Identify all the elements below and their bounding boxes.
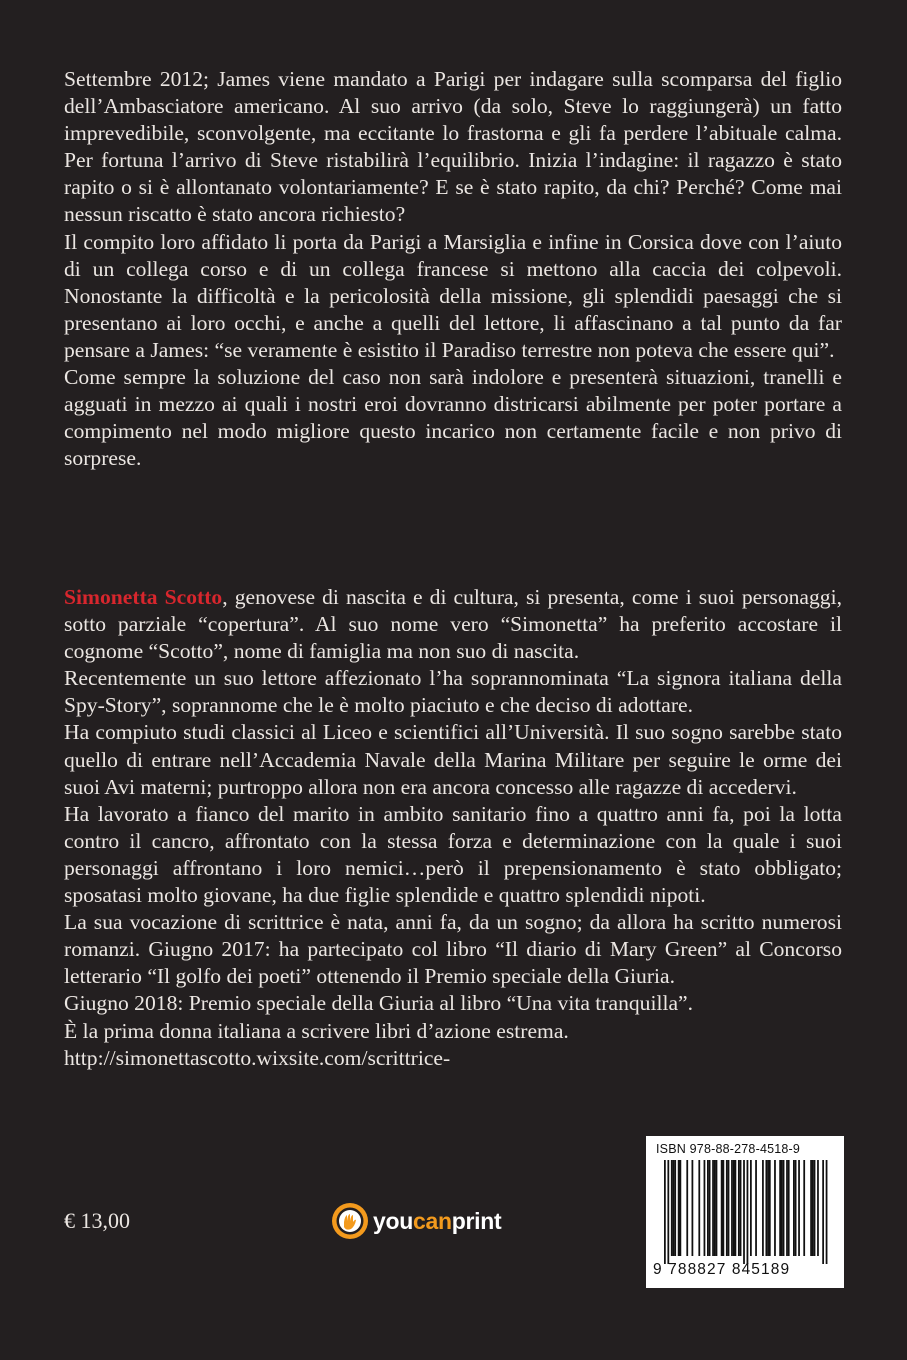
barcode-bar bbox=[712, 1160, 714, 1256]
barcode-bar bbox=[679, 1160, 681, 1256]
barcode-bar bbox=[798, 1160, 800, 1256]
synopsis-paragraph: Come sempre la soluzione del caso non sarà indolore e presenterà situazioni, tranelli e agguati in mezzo ai quali i nostri eroi dovranno districarsi abilmente per poter portare a compimento nel modo migliore questo incarico non certamente facile e non privo di sorprese. bbox=[64, 365, 842, 471]
barcode-bar bbox=[769, 1160, 771, 1256]
barcode-bar bbox=[722, 1160, 724, 1256]
barcode-bar bbox=[762, 1160, 764, 1256]
barcode-bar bbox=[678, 1160, 680, 1256]
barcode-bar bbox=[704, 1160, 706, 1256]
barcode-bar bbox=[755, 1160, 757, 1256]
barcode-bar bbox=[726, 1160, 728, 1256]
barcode-bar bbox=[803, 1160, 805, 1256]
barcode-bar bbox=[698, 1160, 700, 1256]
barcode-bar bbox=[707, 1160, 709, 1256]
publisher-logo bbox=[330, 1198, 501, 1244]
barcode-bar bbox=[814, 1160, 816, 1256]
barcode-bar bbox=[686, 1160, 688, 1256]
barcode-bar bbox=[738, 1160, 740, 1256]
bio-paragraph: Ha lavorato a fianco del marito in ambito sanitario fino a quattro anni fa, poi la lotta contro il cancro, affrontato con la stessa forza e determinazione con la quale i suoi personaggi affrontano i loro nemici…però il prepensionamento è stato obbligato; sposatasi molto giovane, ha due figlie splendide e quattro splendidi nipoti. bbox=[64, 801, 842, 908]
bio-intro-text: , genovese di nascita e di cultura, si presenta, come i suoi personaggi, sotto parziale “copertura”. Al suo nome vero “Simonetta” ha preferito accostare il cognome “Scotto”, nome di famiglia ma non suo di nascita. bbox=[64, 585, 842, 664]
barcode-bar bbox=[721, 1160, 723, 1256]
author-bio bbox=[64, 584, 842, 1072]
bio-intro bbox=[64, 584, 842, 665]
publisher-logo-icon bbox=[330, 1201, 370, 1241]
synopsis-paragraph: Il compito loro affidato li porta da Parigi a Marsiglia e infine in Corsica dove con l’aiuto di un collega corso e di un collega francese si mettono alla caccia dei colpevoli. Nonostante la difficoltà e la pericolosità della missione, gli splendidi paesaggi che si presentano ai loro occhi, e anche a quelli del lettore, li affascinano a tal punto da far pensare a James: “se veramente è esistito il Paradiso terrestre non poteva che essere qui”. bbox=[64, 229, 842, 362]
barcode-guard-bar bbox=[667, 1160, 669, 1264]
barcode-bar bbox=[714, 1160, 716, 1256]
barcode-guard-bar bbox=[822, 1160, 824, 1264]
barcode-bar bbox=[781, 1160, 783, 1256]
barcode-bar bbox=[767, 1160, 769, 1256]
barcode-bar bbox=[716, 1160, 718, 1256]
barcode-guard-bar bbox=[664, 1160, 666, 1264]
bio-paragraph: Recentemente un suo lettore affezionato l’ha soprannominata “La signora italiana della Spy-Story”, soprannome che le è molto piaciuto e che deciso di adottare. bbox=[64, 666, 842, 718]
barcode-bar bbox=[671, 1160, 673, 1256]
bio-paragraph: È la prima donna italiana a scrivere libri d’azione estrema. bbox=[64, 1018, 569, 1043]
publisher-name: youcanprint bbox=[373, 1207, 502, 1234]
author-website-url[interactable]: http://simonettascotto.wixsite.com/scrittrice- bbox=[64, 1045, 451, 1070]
barcode-bar bbox=[709, 1160, 711, 1256]
bio-paragraph: La sua vocazione di scrittrice è nata, anni fa, da un sogno; da allora ha scritto numerosi romanzi. Giugno 2017: ha partecipato col libro “Il diario di Mary Green” al Concorso letterario “Il golfo dei poeti” ottenendo il Premio speciale della Giuria. bbox=[64, 910, 842, 989]
synopsis-paragraph: Settembre 2012; James viene mandato a Parigi per indagare sulla scomparsa del figlio dell’Ambasciatore americano. Al suo arrivo (da solo, Steve lo raggiungerà) un fatto imprevedibile, sconvolgente, ma eccitante lo frastorna e gli fa perdere l’abituale calma. Per fortuna l’arrivo di Steve ristabilirà l’equilibrio. Inizia l’indagine: il ragazzo è stato rapito o si è allontanato volontariamente? E se è stato rapito, da chi? Perché? Come mai nessun riscatto è stato ancora richiesto? bbox=[64, 67, 842, 227]
bio-paragraph: Ha compiuto studi classici al Liceo e scientifici all’Università. Il suo sogno sarebbe stato quello di entrare nell’Accademia Navale della Marina Militare per seguire le orme dei suoi Avi materni; purtroppo allora non era ancora concesso alle ragazze di accedervi. bbox=[64, 720, 842, 799]
barcode-bar bbox=[673, 1160, 675, 1256]
barcode-bar bbox=[812, 1160, 814, 1256]
bio-paragraph: Giugno 2018: Premio speciale della Giuria al libro “Una vita tranquilla”. bbox=[64, 991, 694, 1016]
barcode-bars bbox=[652, 1160, 838, 1264]
barcode-bar bbox=[733, 1160, 735, 1256]
barcode-bar bbox=[788, 1160, 790, 1256]
barcode-bar bbox=[735, 1160, 737, 1256]
barcode-bar bbox=[728, 1160, 730, 1256]
barcode-guard-bar bbox=[747, 1160, 749, 1264]
isbn-label: ISBN 978-88-278-4518-9 bbox=[656, 1142, 801, 1156]
barcode-guard-bar bbox=[743, 1160, 745, 1264]
isbn-barcode bbox=[646, 1136, 844, 1288]
barcode-bar bbox=[740, 1160, 742, 1256]
barcode-bar bbox=[779, 1160, 781, 1256]
barcode-bar bbox=[817, 1160, 819, 1256]
author-name: Simonetta Scotto bbox=[64, 585, 223, 609]
barcode-bar bbox=[810, 1160, 812, 1256]
barcode-bar bbox=[793, 1160, 795, 1256]
barcode-bar bbox=[750, 1160, 752, 1256]
synopsis-text bbox=[64, 66, 842, 472]
barcode-bar bbox=[783, 1160, 785, 1256]
barcode-bar bbox=[786, 1160, 788, 1256]
barcode-bar bbox=[692, 1160, 694, 1256]
barcode-bar bbox=[731, 1160, 733, 1256]
barcode-bar bbox=[765, 1160, 767, 1256]
barcode-bar bbox=[674, 1160, 676, 1256]
barcode-guard-bar bbox=[826, 1160, 828, 1264]
barcode-digits: 9 788827 845189 bbox=[653, 1261, 791, 1278]
barcode-bar bbox=[774, 1160, 776, 1256]
barcode-bar bbox=[795, 1160, 797, 1256]
price-label: € 13,00 bbox=[64, 1208, 130, 1233]
